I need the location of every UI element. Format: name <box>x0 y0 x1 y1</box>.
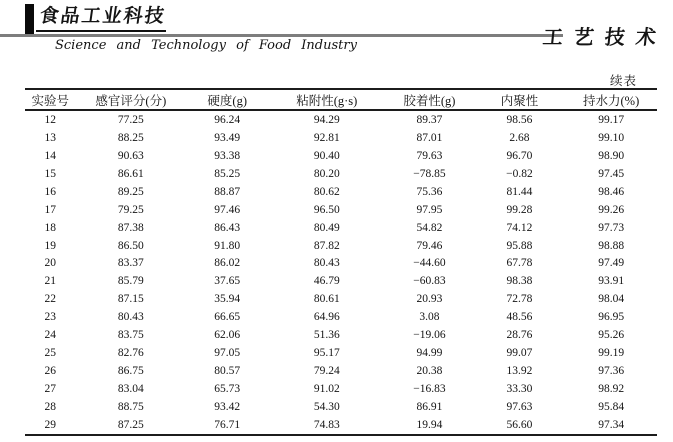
table-header-row <box>25 89 657 110</box>
value-cell: 91.02 <box>313 383 340 396</box>
value-cell: 87.25 <box>117 418 144 431</box>
table-row <box>25 344 657 362</box>
value-cell: 99.07 <box>506 347 533 360</box>
value-cell: 80.62 <box>313 185 340 198</box>
value-cell: 95.17 <box>313 347 340 360</box>
value-cell: 74.83 <box>313 418 340 431</box>
table-row <box>25 165 657 183</box>
value-cell: 48.56 <box>506 311 533 324</box>
table-body <box>25 110 657 435</box>
value-cell: 72.78 <box>506 293 533 306</box>
table-row <box>25 416 657 435</box>
value-cell: 86.50 <box>117 239 144 252</box>
table-row <box>25 398 657 416</box>
value-cell: 87.38 <box>117 221 144 234</box>
value-cell: 93.38 <box>214 149 241 162</box>
value-cell: 87.15 <box>117 293 144 306</box>
value-cell: 96.70 <box>506 149 533 162</box>
value-cell: 87.82 <box>313 239 340 252</box>
value-cell: 93.49 <box>214 131 241 144</box>
results-table <box>25 88 657 436</box>
experiment-no-cell: 25 <box>44 347 57 360</box>
experiment-no-cell: 19 <box>44 239 57 252</box>
table-row <box>25 362 657 380</box>
column-header-gumminess: 胶着性(g) <box>385 89 473 110</box>
experiment-no-cell: 14 <box>44 149 57 162</box>
value-cell: 98.38 <box>506 275 533 288</box>
value-cell: 80.49 <box>313 221 340 234</box>
column-header-experiment-no: 实验号 <box>25 89 76 110</box>
value-cell: 94.29 <box>313 113 340 126</box>
value-cell: 99.28 <box>506 203 533 216</box>
value-cell: 89.37 <box>416 113 443 126</box>
value-cell: 96.95 <box>598 311 625 324</box>
table-row <box>25 129 657 147</box>
value-cell: 94.99 <box>416 347 443 360</box>
value-cell: 75.36 <box>416 185 443 198</box>
logo-underline-divider <box>36 30 166 32</box>
value-cell: 97.73 <box>598 221 625 234</box>
value-cell: 88.87 <box>214 185 241 198</box>
value-cell: 82.76 <box>117 347 144 360</box>
value-cell: 20.38 <box>416 365 443 378</box>
journal-logo-text: 食品工业科技 <box>38 5 168 27</box>
value-cell: −78.85 <box>413 167 446 180</box>
value-cell: 90.40 <box>313 149 340 162</box>
value-cell: 98.56 <box>506 113 533 126</box>
value-cell: 51.36 <box>313 329 340 342</box>
column-header-sensory-score: 感官评分(分) <box>76 89 187 110</box>
continued-table-label: 续表 <box>609 74 637 88</box>
table-row <box>25 110 657 129</box>
value-cell: 13.92 <box>506 365 533 378</box>
value-cell: 86.43 <box>214 221 241 234</box>
value-cell: 80.20 <box>313 167 340 180</box>
experiment-no-cell: 23 <box>44 311 57 324</box>
value-cell: 56.60 <box>506 418 533 431</box>
experiment-no-cell: 12 <box>44 113 57 126</box>
value-cell: 98.90 <box>598 149 625 162</box>
value-cell: 88.75 <box>117 400 144 413</box>
value-cell: 90.63 <box>117 149 144 162</box>
value-cell: 86.61 <box>117 167 144 180</box>
value-cell: 95.84 <box>598 400 625 413</box>
value-cell: −60.83 <box>413 275 446 288</box>
value-cell: 65.73 <box>214 383 241 396</box>
value-cell: 95.26 <box>598 329 625 342</box>
value-cell: 88.25 <box>117 131 144 144</box>
experiment-no-cell: 17 <box>44 203 57 216</box>
value-cell: 99.10 <box>598 131 625 144</box>
value-cell: 80.57 <box>214 365 241 378</box>
value-cell: 46.79 <box>313 275 340 288</box>
value-cell: 77.25 <box>117 113 144 126</box>
value-cell: 83.37 <box>117 257 144 270</box>
value-cell: 99.19 <box>598 347 625 360</box>
value-cell: 2.68 <box>509 131 530 144</box>
section-title: 工艺技术 <box>541 25 669 49</box>
table-header <box>25 89 657 110</box>
value-cell: 83.75 <box>117 329 144 342</box>
table-row <box>25 272 657 290</box>
experiment-no-cell: 29 <box>44 418 57 431</box>
value-cell: 80.43 <box>313 257 340 270</box>
value-cell: 80.61 <box>313 293 340 306</box>
value-cell: 93.91 <box>598 275 625 288</box>
value-cell: 76.71 <box>214 418 241 431</box>
experiment-no-cell: 20 <box>44 257 57 270</box>
table-row <box>25 237 657 255</box>
value-cell: 83.04 <box>117 383 144 396</box>
column-header-cohesiveness: 内聚性 <box>474 89 566 110</box>
value-cell: 81.44 <box>506 185 533 198</box>
value-cell: 67.78 <box>506 257 533 270</box>
value-cell: 74.12 <box>506 221 533 234</box>
table-row <box>25 290 657 308</box>
value-cell: 28.76 <box>506 329 533 342</box>
value-cell: 85.79 <box>117 275 144 288</box>
value-cell: 79.63 <box>416 149 443 162</box>
value-cell: 66.65 <box>214 311 241 324</box>
value-cell: 20.93 <box>416 293 443 306</box>
value-cell: 19.94 <box>416 418 443 431</box>
value-cell: 98.88 <box>598 239 625 252</box>
value-cell: 89.25 <box>117 185 144 198</box>
value-cell: 98.46 <box>598 185 625 198</box>
value-cell: 98.04 <box>598 293 625 306</box>
value-cell: 96.50 <box>313 203 340 216</box>
experiment-no-cell: 28 <box>44 400 57 413</box>
value-cell: 97.36 <box>598 365 625 378</box>
value-cell: 98.92 <box>598 383 625 396</box>
value-cell: 33.30 <box>506 383 533 396</box>
column-header-water-holding: 持水力(%) <box>565 89 657 110</box>
value-cell: 92.81 <box>313 131 340 144</box>
value-cell: 54.30 <box>313 400 340 413</box>
table-row <box>25 147 657 165</box>
value-cell: 97.45 <box>598 167 625 180</box>
value-cell: 86.91 <box>416 400 443 413</box>
value-cell: 85.25 <box>214 167 241 180</box>
value-cell: 87.01 <box>416 131 443 144</box>
value-cell: 97.49 <box>598 257 625 270</box>
masthead-rule-divider <box>0 34 563 37</box>
value-cell: 93.42 <box>214 400 241 413</box>
table-row <box>25 380 657 398</box>
value-cell: −16.83 <box>413 383 446 396</box>
value-cell: 79.24 <box>313 365 340 378</box>
value-cell: 79.46 <box>416 239 443 252</box>
experiment-no-cell: 15 <box>44 167 57 180</box>
value-cell: 86.02 <box>214 257 241 270</box>
journal-subtitle: Science and Technology of Food Industry <box>55 38 357 53</box>
table-row <box>25 255 657 273</box>
value-cell: 97.95 <box>416 203 443 216</box>
value-cell: 96.24 <box>214 113 241 126</box>
value-cell: 62.06 <box>214 329 241 342</box>
experiment-no-cell: 22 <box>44 293 57 306</box>
column-header-hardness: 硬度(g) <box>186 89 268 110</box>
value-cell: 99.17 <box>598 113 625 126</box>
value-cell: 35.94 <box>214 293 241 306</box>
logo-bar-icon <box>25 4 34 36</box>
experiment-no-cell: 27 <box>44 383 57 396</box>
value-cell: 91.80 <box>214 239 241 252</box>
value-cell: 99.26 <box>598 203 625 216</box>
table-row <box>25 219 657 237</box>
value-cell: 3.08 <box>419 311 440 324</box>
experiment-no-cell: 21 <box>44 275 57 288</box>
experiment-no-cell: 26 <box>44 365 57 378</box>
experiment-no-cell: 13 <box>44 131 57 144</box>
table-row <box>25 201 657 219</box>
value-cell: 79.25 <box>117 203 144 216</box>
table-row <box>25 326 657 344</box>
value-cell: 37.65 <box>214 275 241 288</box>
value-cell: 64.96 <box>313 311 340 324</box>
value-cell: 97.63 <box>506 400 533 413</box>
value-cell: 86.75 <box>117 365 144 378</box>
value-cell: 97.34 <box>598 418 625 431</box>
value-cell: −44.60 <box>413 257 446 270</box>
table-row <box>25 183 657 201</box>
value-cell: 54.82 <box>416 221 443 234</box>
experiment-no-cell: 16 <box>44 185 57 198</box>
experiment-no-cell: 24 <box>44 329 57 342</box>
value-cell: −0.82 <box>506 167 533 180</box>
value-cell: 97.05 <box>214 347 241 360</box>
value-cell: 95.88 <box>506 239 533 252</box>
column-header-adhesiveness: 粘附性(g·s) <box>268 89 385 110</box>
value-cell: 97.46 <box>214 203 241 216</box>
value-cell: 80.43 <box>117 311 144 324</box>
value-cell: −19.06 <box>413 329 446 342</box>
table-row <box>25 308 657 326</box>
experiment-no-cell: 18 <box>44 221 57 234</box>
